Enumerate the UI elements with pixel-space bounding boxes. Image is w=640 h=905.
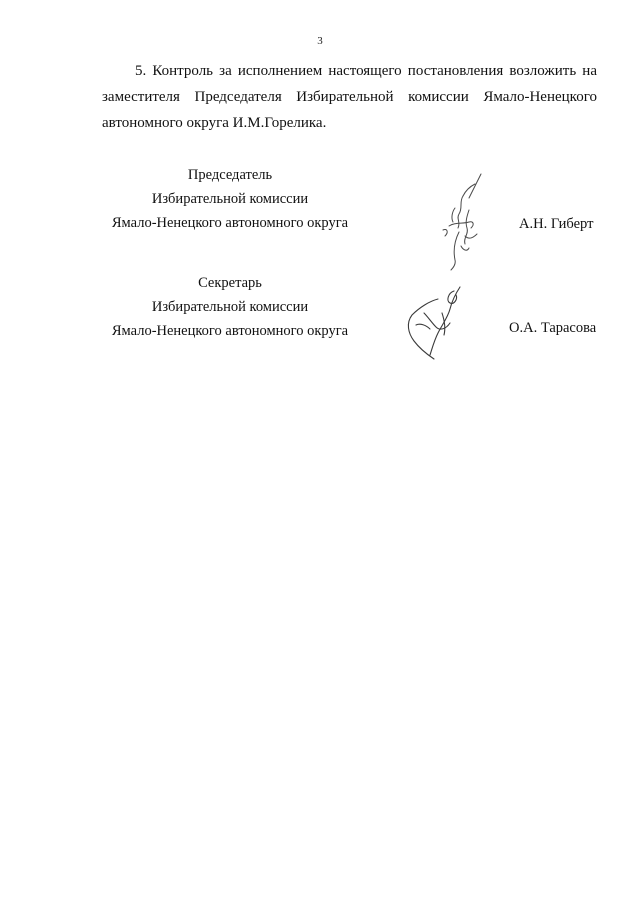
chairman-title-line-2: Избирательной комиссии [151, 191, 309, 207]
page-number: 3 [317, 35, 323, 47]
resolution-paragraph-5: 5. Контроль за исполнением настоящего постановления возложить на заместителя Председателя Избирательной комиссии Ямало-Ненецкого автономного округа И.М.Горелика. [102, 63, 597, 131]
secretary-title-line-2: Избирательной комиссии [151, 299, 309, 315]
secretary-handwritten-signature [402, 283, 472, 363]
secretary-title-line-3: Ямало-Ненецкого автономного округа [111, 323, 349, 339]
secretary-title-block [100, 271, 360, 343]
chairman-title-line-3: Ямало-Ненецкого автономного округа [111, 215, 349, 231]
chairman-handwritten-signature [425, 168, 490, 273]
secretary-title-line-1: Секретарь [198, 275, 262, 291]
chairman-title-block [100, 163, 360, 235]
chairman-title-line-1: Председатель [187, 167, 273, 183]
secretary-name: О.А. Тарасова [509, 320, 597, 336]
chairman-name: А.Н. Гиберт [519, 216, 594, 232]
